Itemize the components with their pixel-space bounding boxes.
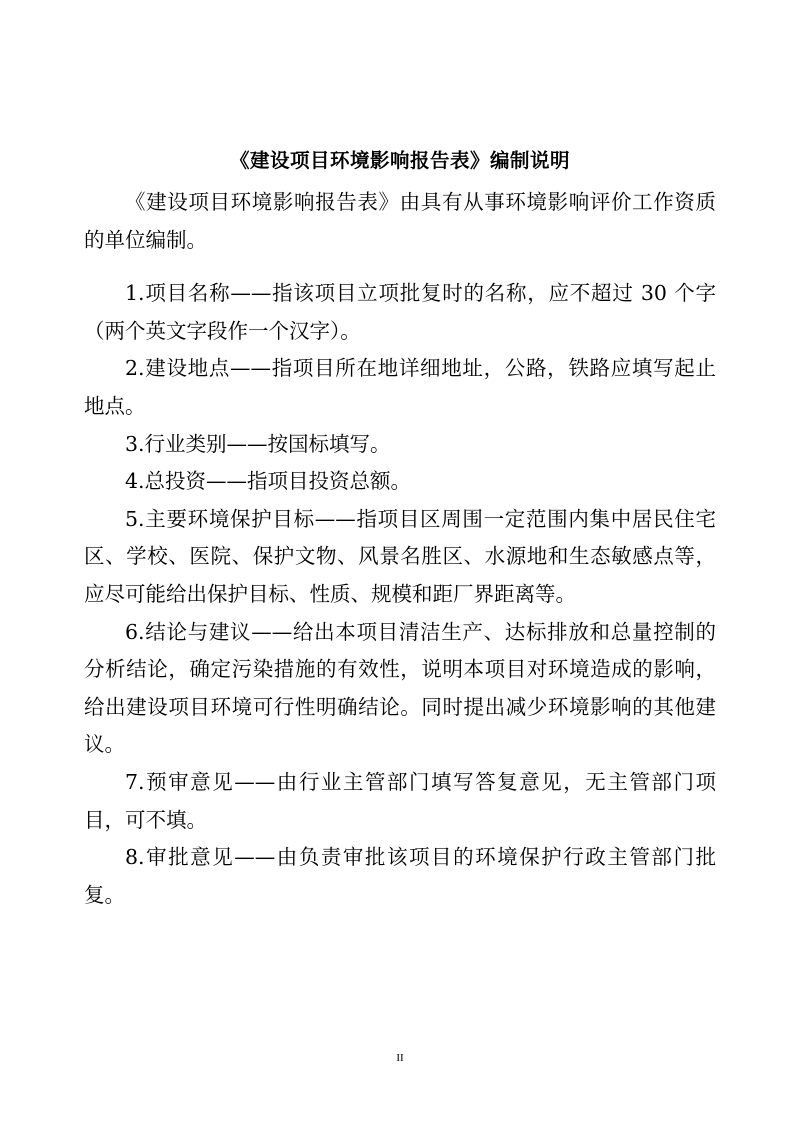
document-title: 《建设项目环境影响报告表》编制说明	[229, 149, 570, 172]
intro-paragraph: 《建设项目环境影响报告表》由具有从事环境影响评价工作资质的单位编制。	[84, 190, 716, 252]
item-paragraph-protection-targets: 5.主要环境保护目标——指项目区周围一定范围内集中居民住宅区、学校、医院、保护文物、风景名胜区、水源地和生态敏感点等，应尽可能给出保护目标、性质、规模和距厂界距离等。	[84, 506, 716, 606]
item-paragraph-approval: 8.审批意见——由负责审批该项目的环境保护行政主管部门批复。	[84, 845, 716, 907]
item-paragraph-industry: 3.行业类别——按国标填写。	[125, 431, 391, 456]
item-paragraph-project-name: 1.项目名称——指该项目立项批复时的名称，应不超过 30 个字（两个英文字段作一个汉字）。	[84, 281, 716, 343]
item-paragraph-location: 2.建设地点——指项目所在地详细地址，公路，铁路应填写起止地点。	[84, 356, 716, 418]
item-paragraph-investment: 4.总投资——指项目投资总额。	[125, 469, 412, 494]
item-paragraph-preliminary-review: 7.预审意见——由行业主管部门填写答复意见，无主管部门项目，可不填。	[84, 769, 716, 832]
item-paragraph-conclusion: 6.结论与建议——给出本项目清洁生产、达标排放和总量控制的分析结论，确定污染措施的有效性，说明本项目对环境造成的影响，给出建设项目环境可行性明确结论。同时提出减少环境影响的其他建议。	[84, 619, 716, 757]
page-number: II	[396, 1052, 404, 1064]
document-body	[84, 184, 716, 914]
